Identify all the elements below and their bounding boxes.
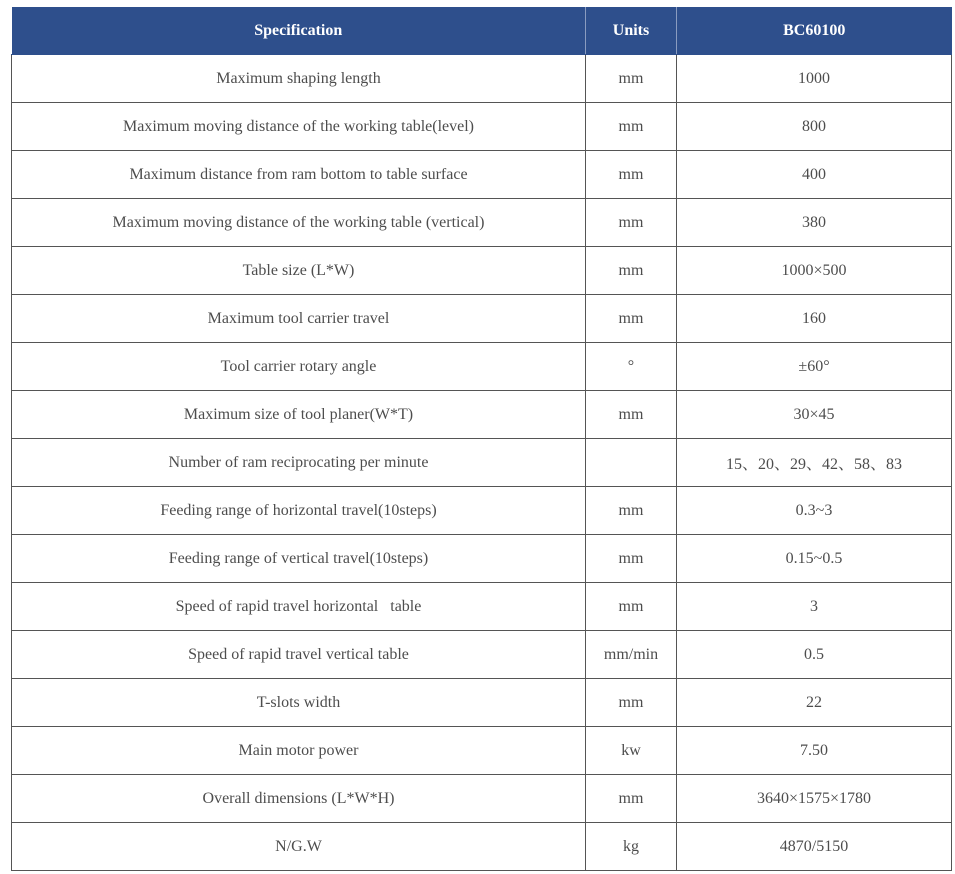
- spec-cell: Overall dimensions (L*W*H): [12, 775, 586, 823]
- spec-cell: Speed of rapid travel vertical table: [12, 631, 586, 679]
- unit-cell: mm: [586, 295, 677, 343]
- table-row: [12, 151, 952, 199]
- spec-cell: Feeding range of horizontal travel(10steps): [12, 487, 586, 535]
- unit-cell: mm: [586, 103, 677, 151]
- table-row: [12, 103, 952, 151]
- table-row: [12, 391, 952, 439]
- header-specification: Specification: [12, 7, 586, 55]
- unit-cell: °: [586, 343, 677, 391]
- unit-cell: [586, 439, 677, 487]
- value-cell: 15、20、29、42、58、83: [677, 439, 952, 487]
- table-header: [12, 7, 952, 55]
- spec-cell: T-slots width: [12, 679, 586, 727]
- value-cell: 0.3~3: [677, 487, 952, 535]
- table-body: [12, 55, 952, 871]
- spec-cell: Maximum moving distance of the working table(level): [12, 103, 586, 151]
- spec-cell: Maximum distance from ram bottom to table surface: [12, 151, 586, 199]
- table-row: [12, 199, 952, 247]
- header-model: BC60100: [677, 7, 952, 55]
- table-row: [12, 535, 952, 583]
- table-row: [12, 487, 952, 535]
- unit-cell: kg: [586, 823, 677, 871]
- spec-cell: Table size (L*W): [12, 247, 586, 295]
- spec-cell: Speed of rapid travel horizontal table: [12, 583, 586, 631]
- table-row: [12, 823, 952, 871]
- table-row: [12, 439, 952, 487]
- table-row: [12, 583, 952, 631]
- value-cell: 4870/5150: [677, 823, 952, 871]
- table-row: [12, 343, 952, 391]
- specification-table: [11, 7, 952, 871]
- unit-cell: mm: [586, 391, 677, 439]
- spec-cell: Maximum shaping length: [12, 55, 586, 103]
- unit-cell: mm: [586, 535, 677, 583]
- spec-cell: Tool carrier rotary angle: [12, 343, 586, 391]
- value-cell: 1000×500: [677, 247, 952, 295]
- unit-cell: mm: [586, 199, 677, 247]
- unit-cell: mm: [586, 487, 677, 535]
- unit-cell: mm: [586, 583, 677, 631]
- value-cell: 400: [677, 151, 952, 199]
- unit-cell: mm: [586, 679, 677, 727]
- value-cell: 1000: [677, 55, 952, 103]
- unit-cell: mm: [586, 247, 677, 295]
- table-row: [12, 679, 952, 727]
- header-units: Units: [586, 7, 677, 55]
- spec-cell: Maximum size of tool planer(W*T): [12, 391, 586, 439]
- value-cell: 3640×1575×1780: [677, 775, 952, 823]
- spec-cell: N/G.W: [12, 823, 586, 871]
- spec-cell: Feeding range of vertical travel(10steps): [12, 535, 586, 583]
- spec-cell: Main motor power: [12, 727, 586, 775]
- value-cell: 800: [677, 103, 952, 151]
- value-cell: 160: [677, 295, 952, 343]
- value-cell: 30×45: [677, 391, 952, 439]
- table-row: [12, 295, 952, 343]
- unit-cell: mm: [586, 151, 677, 199]
- spec-cell: Maximum moving distance of the working table (vertical): [12, 199, 586, 247]
- table-row: [12, 247, 952, 295]
- table-row: [12, 631, 952, 679]
- header-row: [12, 7, 952, 55]
- value-cell: 3: [677, 583, 952, 631]
- unit-cell: kw: [586, 727, 677, 775]
- spec-cell: Number of ram reciprocating per minute: [12, 439, 586, 487]
- value-cell: ±60°: [677, 343, 952, 391]
- value-cell: 22: [677, 679, 952, 727]
- table-row: [12, 775, 952, 823]
- unit-cell: mm/min: [586, 631, 677, 679]
- unit-cell: mm: [586, 775, 677, 823]
- table-row: [12, 55, 952, 103]
- table-row: [12, 727, 952, 775]
- unit-cell: mm: [586, 55, 677, 103]
- value-cell: 7.50: [677, 727, 952, 775]
- value-cell: 0.15~0.5: [677, 535, 952, 583]
- spec-cell: Maximum tool carrier travel: [12, 295, 586, 343]
- value-cell: 380: [677, 199, 952, 247]
- value-cell: 0.5: [677, 631, 952, 679]
